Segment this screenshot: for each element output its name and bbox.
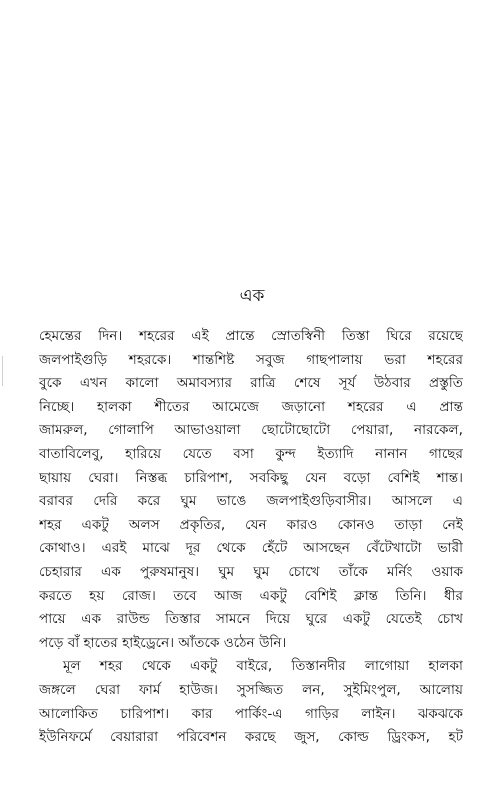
margin-mark: [2, 356, 3, 386]
text-line: আলোকিত চারিপাশ। কার পার্কিং-এ গাড়ির লাইন। ঝকঝকে: [39, 705, 463, 722]
text-line: চেহারার এক পুরুষমানুষ। ঘুম ঘুম চোখে তাঁকে মর্নিং ওয়াক: [39, 563, 463, 580]
text-line: ইউনিফর্মে বেয়ারারা পরিবেশন করছে জুস, কোল্ড ড্রিংকস, হট: [39, 729, 463, 746]
paragraph-1: [39, 325, 463, 655]
text-line: বরাবর দেরি করে ঘুম ভাঙে জলপাইগুড়িবাসীর। আসলে এ: [39, 493, 463, 510]
text-line: বাতাবিলেবু, হারিয়ে যেতে বসা কুন্দ ইত্যাদি নানান গাছের: [39, 445, 463, 462]
text-line: পায়ে এক রাউন্ড তিস্তার সামনে দিয়ে ঘুরে একটু যেতেই চোখ: [39, 611, 463, 628]
text-line: মূল শহর থেকে একটু বাইরে, তিস্তানদীর লাগোয়া হালকা: [63, 658, 463, 675]
chapter-title: এক: [239, 286, 265, 306]
text-line: জামরুল, গোলাপি আভাওয়ালা ছোটোছোটো পেয়ারা, নারকেল,: [39, 422, 463, 439]
paragraph-2: [39, 655, 463, 749]
text-line: শহর একটু অলস প্রকৃতির, যেন কারও কোনও তাড়া নেই: [39, 516, 463, 533]
text-line: ছায়ায় ঘেরা। নিস্তব্ধ চারিপাশ, সবকিছু যেন বড়ো বেশিই শান্ত।: [39, 469, 463, 486]
text-line: জলপাইগুড়ি শহরকে। শান্তশিষ্ট সবুজ গাছপালায় ভরা শহরের: [39, 351, 463, 368]
text-line: জঙ্গলে ঘেরা ফার্ম হাউজ। সুসজ্জিত লন, সুইমিংপুল, আলোয়: [39, 681, 463, 698]
text-line: পড়ে বাঁ হাতের হাইড্রেনে। আঁতকে ওঠেন উনি।: [39, 634, 287, 651]
text-line: করতে হয় রোজ। তবে আজ একটু বেশিই ক্লান্ত তিনি। ধীর: [39, 587, 463, 604]
text-line: কোথাও। এরই মাঝে দূর থেকে হেঁটে আসছেন বেঁটেখাটো ভারী: [39, 540, 463, 557]
text-line: হেমন্তের দিন। শহরের এই প্রান্তে স্রোতস্বিনী তিস্তা ঘিরে রয়েছে: [39, 328, 463, 344]
text-line: নিচ্ছে। হালকা শীতের আমেজে জড়ানো শহরের এ প্রান্ত: [39, 398, 463, 415]
text-line: বুকে এখন কালো অমাবস্যার রাত্রি শেষে সূর্য উঠবার প্রস্তুতি: [39, 375, 463, 392]
body-text: [39, 325, 463, 750]
